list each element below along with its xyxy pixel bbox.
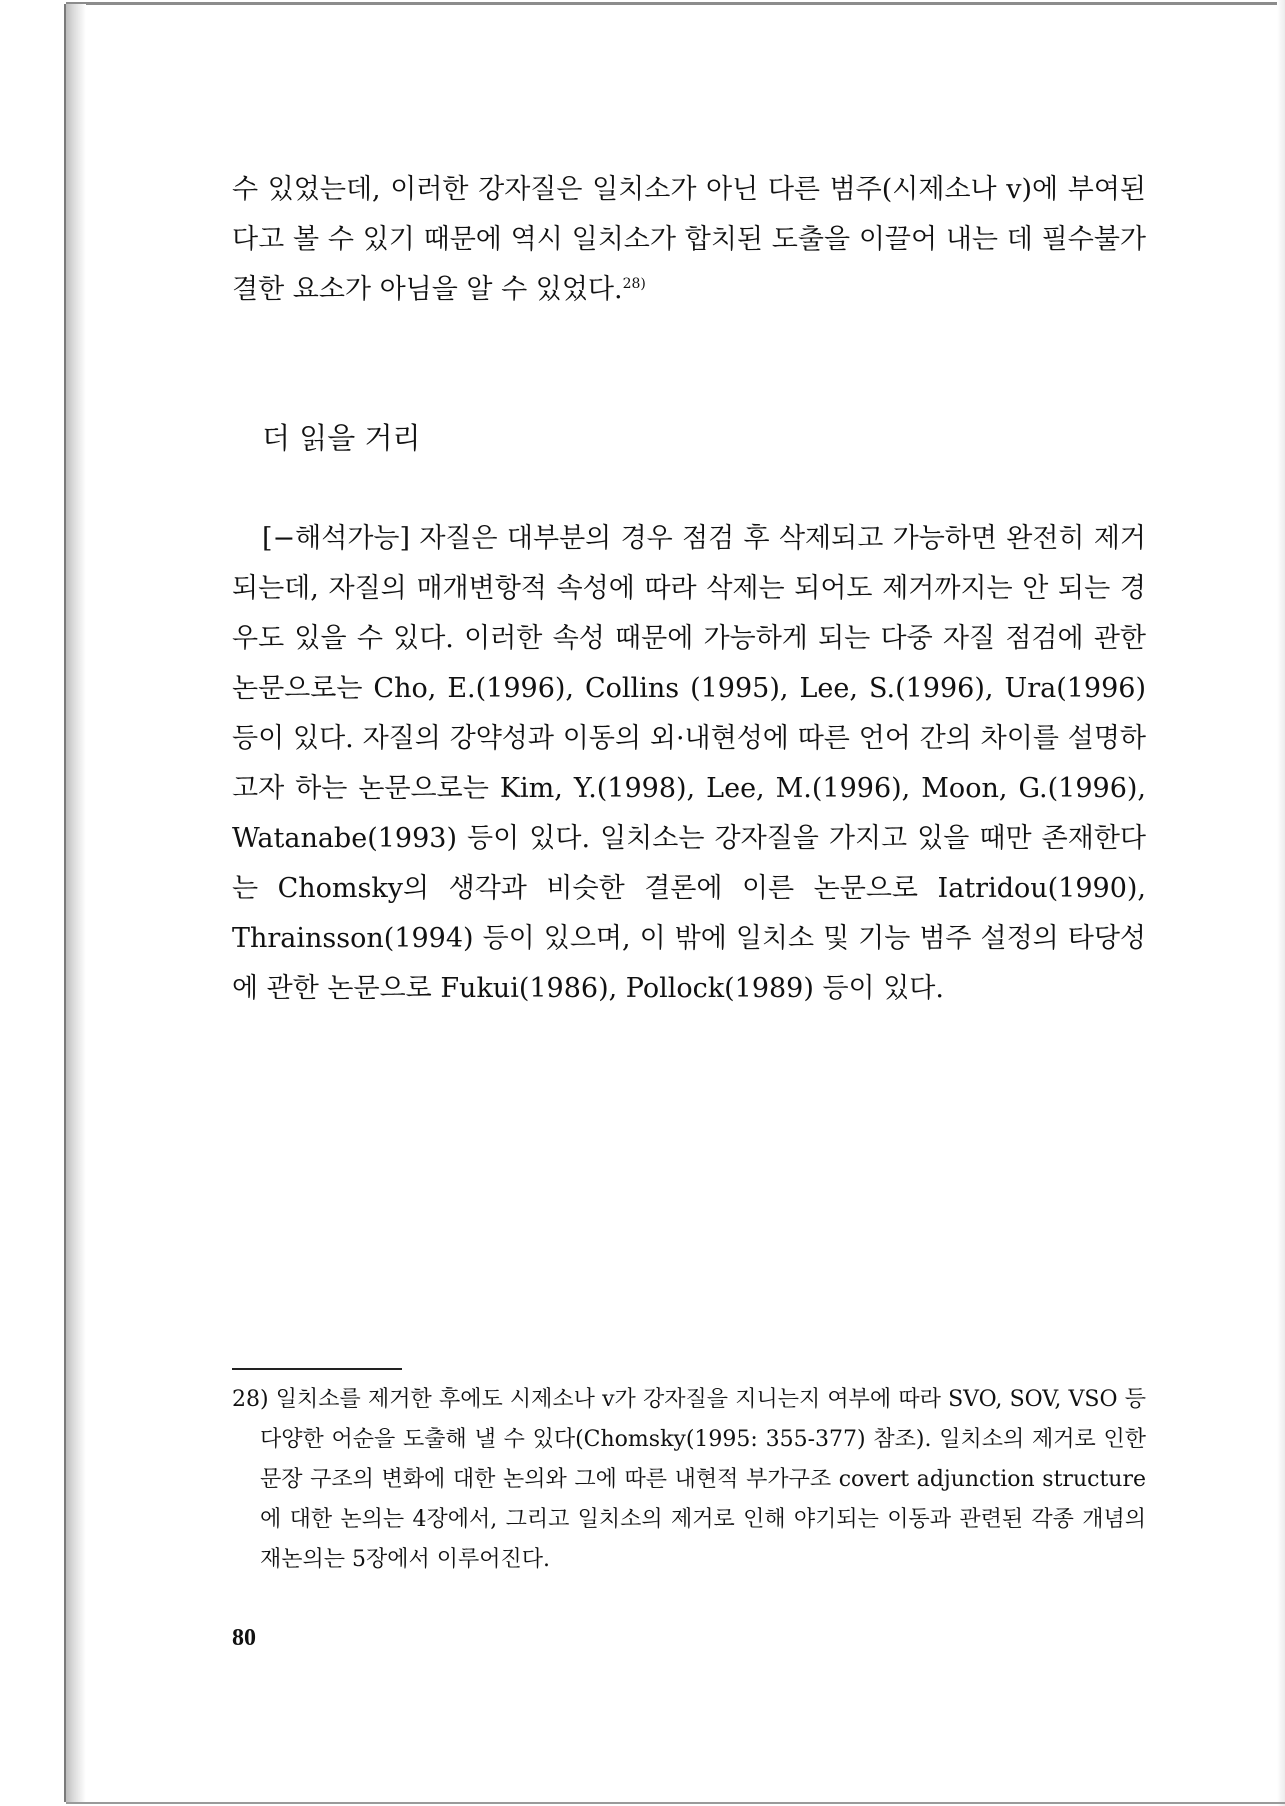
top-paragraph-text: 수 있었는데, 이러한 강자질은 일치소가 아닌 다른 범주(시제소나 v)에 부여된다고 볼 수 있기 때문에 역시 일치소가 합치된 도출을 이끌어 내는 데 필수불가결한 요소가 아님을 알 수 있었다.: [232, 174, 1146, 305]
page-right-edge: [1277, 0, 1285, 1806]
further-reading-text: [−해석가능] 자질은 대부분의 경우 점검 후 삭제되고 가능하면 완전히 제거되는데, 자질의 매개변항적 속성에 따라 삭제는 되어도 제거까지는 안 되는 경우도 있을 수 있다. 이러한 속성 때문에 가능하게 되는 다중 자질 점검에 관한 논문으로는 Cho, E.(1996), Collins (1995), Lee, S.(1996), Ura(1996) 등이 있다. 자질의 강약성과 이동의 외·내현성에 따른 언어 간의 차이를 설명하고자 하는 논문으로는 Kim, Y.(1998), Lee, M.(1996), Moon, G.(1996), Watanabe(1993) 등이 있다. 일치소는 강자질을 가지고 있을 때만 존재한다는 Chomsky의 생각과 비슷한 결론에 이른 논문으로 Iatridou(1990), Thrainsson(1994) 등이 있으며, 이 밖에 일치소 및 기능 범주 설정의 타당성에 관한 논문으로 Fukui(1986), Pollock(1989) 등이 있다.: [232, 523, 1146, 1004]
section-heading: 더 읽을 거리: [262, 421, 421, 455]
footnote: [232, 1380, 1146, 1580]
further-reading-paragraph: [232, 514, 1146, 1014]
footnote-text: 28) 일치소를 제거한 후에도 시제소나 v가 강자질을 지니는지 여부에 따라 SVO, SOV, VSO 등 다양한 어순을 도출해 낼 수 있다(Chomsky(1995: 355-377) 참조). 일치소의 제거로 인한 문장 구조의 변화에 대한 논의와 그에 따른 내현적 부가구조 covert adjunction structure에 대한 논의는 4장에서, 그리고 일치소의 제거로 인해 야기되는 이동과 관련된 각종 개념의 재논의는 5장에서 이루어진다.: [232, 1387, 1146, 1572]
footnote-reference: 28): [622, 276, 646, 292]
page-bottom-edge: [66, 1802, 1285, 1804]
page-left-edge: [64, 4, 86, 1802]
page-top-edge: [66, 2, 1285, 5]
page-number: 80: [232, 1625, 256, 1651]
top-paragraph: [232, 165, 1146, 315]
footnote-divider: [232, 1368, 402, 1370]
